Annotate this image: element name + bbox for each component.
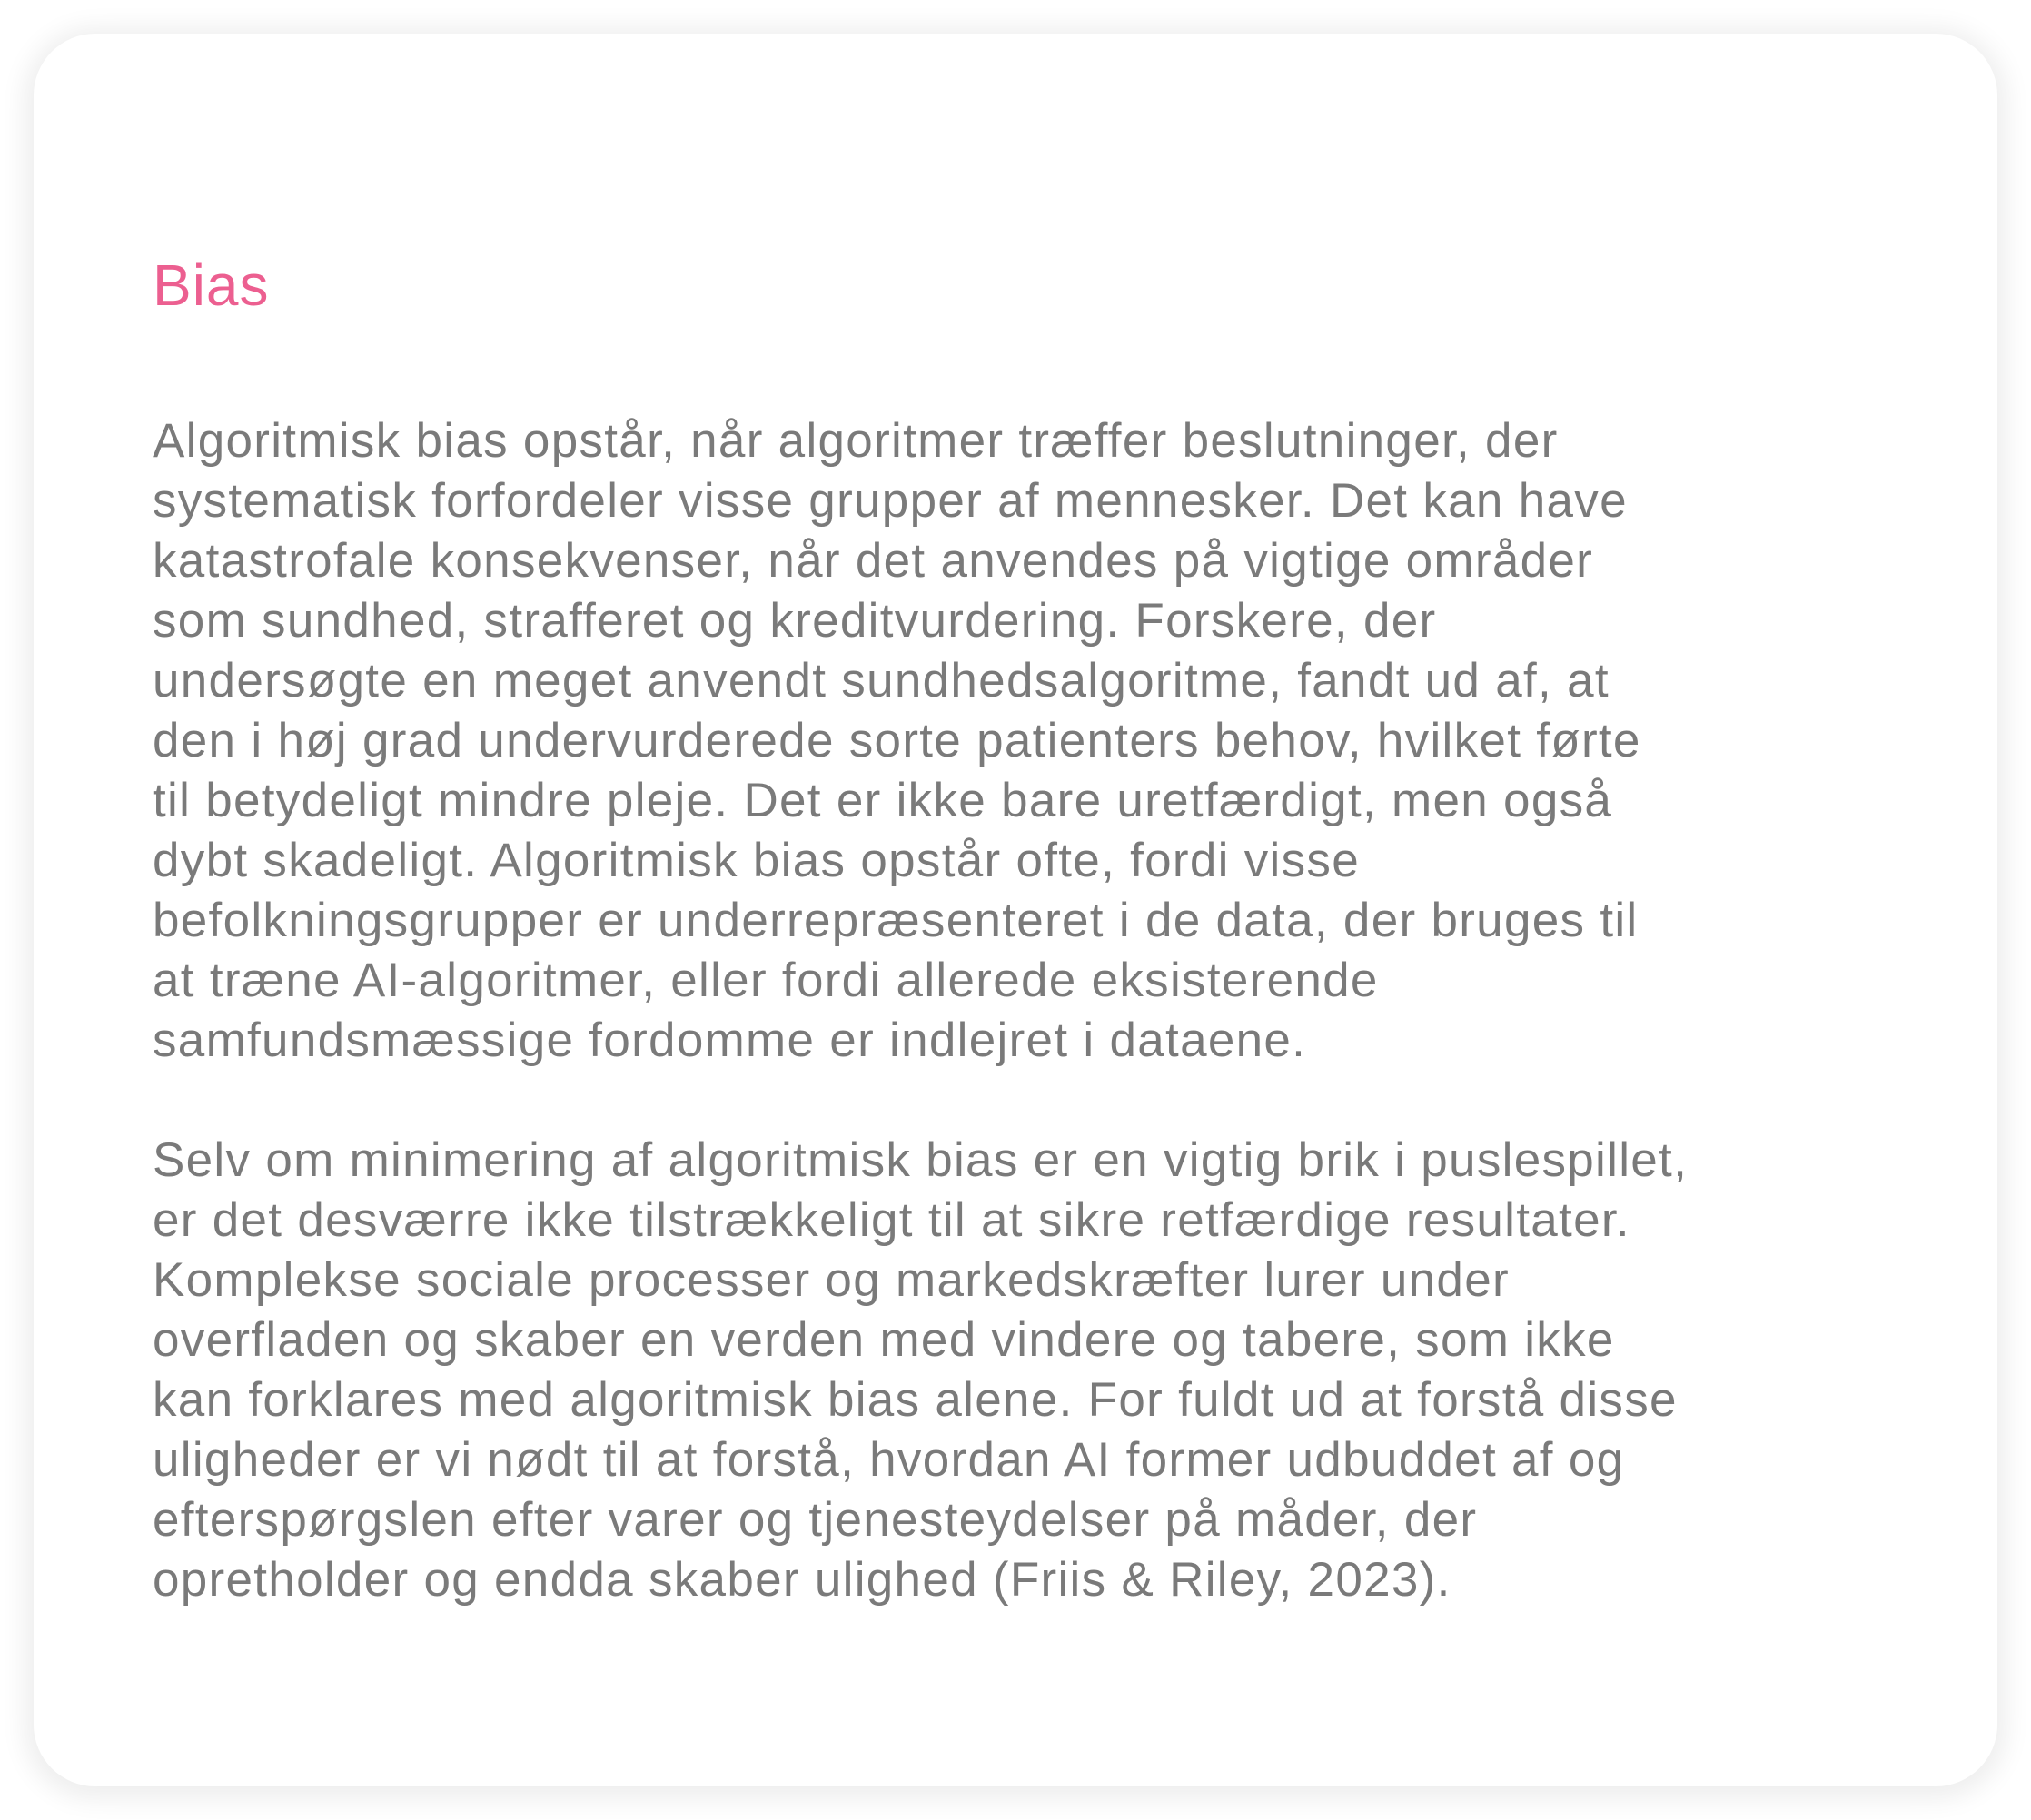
paragraph-line: til betydeligt mindre pleje. Det er ikke bare uretfærdigt, men også bbox=[153, 774, 1613, 827]
paragraph-line: systematisk forfordeler visse grupper af mennesker. Det kan have bbox=[153, 474, 1628, 528]
paragraph-line: Komplekse sociale processer og markedskræfter lurer under bbox=[153, 1253, 1510, 1307]
paragraph-line: uligheder er vi nødt til at forstå, hvordan AI former udbuddet af og bbox=[153, 1433, 1625, 1487]
paragraph-line: at træne AI-algoritmer, eller fordi allerede eksisterende bbox=[153, 954, 1379, 1007]
paragraph-2 bbox=[153, 1131, 1688, 1610]
section-title: Bias bbox=[153, 252, 270, 318]
paragraph-line: undersøgte en meget anvendt sundhedsalgoritme, fandt ud af, at bbox=[153, 654, 1610, 707]
paragraph-line: overfladen og skaber en verden med vindere og tabere, som ikke bbox=[153, 1313, 1615, 1367]
paragraph-1 bbox=[153, 411, 1688, 1071]
content-card bbox=[34, 34, 1997, 1786]
paragraph-line: befolkningsgrupper er underrepræsenteret i de data, der bruges til bbox=[153, 894, 1639, 947]
paragraph-line: kan forklares med algoritmisk bias alene. For fuldt ud at forstå disse bbox=[153, 1373, 1678, 1427]
paragraph-line: Selv om minimering af algoritmisk bias er en vigtig brik i puslespillet, bbox=[153, 1133, 1689, 1187]
paragraph-line: katastrofale konsekvenser, når det anvendes på vigtige områder bbox=[153, 534, 1594, 588]
paragraph-line: opretholder og endda skaber ulighed (Friis & Riley, 2023). bbox=[153, 1553, 1451, 1607]
paragraph-line: dybt skadeligt. Algoritmisk bias opstår ofte, fordi visse bbox=[153, 834, 1360, 887]
paragraph-line: efterspørgslen efter varer og tjenesteydelser på måder, der bbox=[153, 1493, 1478, 1547]
paragraph-line: Algoritmisk bias opstår, når algoritmer træffer beslutninger, der bbox=[153, 414, 1559, 468]
section-body bbox=[153, 411, 1688, 1670]
paragraph-line: som sundhed, strafferet og kreditvurdering. Forskere, der bbox=[153, 594, 1437, 648]
paragraph-line: den i høj grad undervurderede sorte patienters behov, hvilket førte bbox=[153, 714, 1641, 767]
paragraph-line: er det desværre ikke tilstrækkeligt til at sikre retfærdige resultater. bbox=[153, 1193, 1630, 1247]
paragraph-line: samfundsmæssige fordomme er indlejret i dataene. bbox=[153, 1014, 1307, 1067]
